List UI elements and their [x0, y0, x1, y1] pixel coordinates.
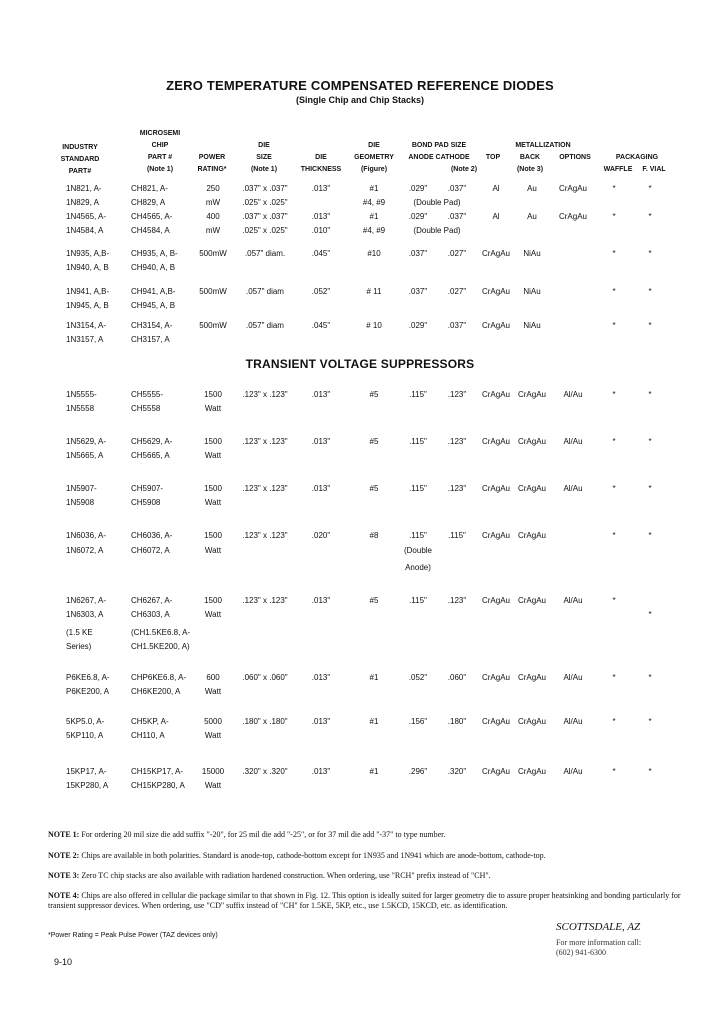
- footnote-power-rating: *Power Rating = Peak Pulse Power (TAZ devices only): [48, 932, 218, 939]
- zero-tc-row-cell-size: .057" diam: [246, 321, 284, 330]
- tvs-row-cell-chip: CH5907-: [131, 484, 164, 493]
- zero-tc-row-cell-chip: CH941, A,B-: [131, 287, 176, 296]
- tvs-row-cell-industry: 1N5555-: [66, 390, 97, 399]
- tvs-row-cell-chip: CH5665, A: [131, 451, 170, 460]
- zero-tc-row-cell-chip: CH3154, A-: [131, 321, 173, 330]
- tvs-row-cell-chip: CH1.5KE200, A): [131, 642, 190, 651]
- note-1: NOTE 1: For ordering 20 mil size die add suffix "-20", for 25 mil die add "-25", or for 37 mil die add "-37" to type number.: [48, 830, 446, 839]
- zero-tc-row-cell-thk: .045": [311, 321, 331, 330]
- zero-tc-row-cell-back: NiAu: [523, 249, 541, 258]
- tvs-row-cell-cathode: .320": [447, 767, 467, 776]
- zero-tc-row-cell-chip: CH935, A, B-: [131, 249, 178, 258]
- zero-tc-row-cell-cathode: .027": [447, 287, 467, 296]
- header-waffle: WAFFLE: [603, 166, 633, 173]
- tvs-row-cell-options: Al/Au: [563, 437, 583, 446]
- tvs-row-cell-industry: 1N6303, A: [66, 610, 104, 619]
- tvs-row-cell-power: 1500: [204, 484, 222, 493]
- tvs-row-cell-size: .123" x .123": [242, 437, 288, 446]
- zero-tc-row-cell-vial: *: [648, 212, 652, 221]
- tvs-row-cell-size: .123" x .123": [242, 484, 288, 493]
- tvs-row-cell-vial: *: [648, 673, 652, 682]
- tvs-row-cell-anode: (Double: [403, 546, 432, 555]
- tvs-row-cell-chip: CH5908: [131, 498, 161, 507]
- tvs-row-cell-industry: 1N6036, A-: [66, 531, 107, 540]
- tvs-row-cell-size: .123" x .123": [242, 531, 288, 540]
- tvs-row-cell-industry: P6KE200, A: [66, 687, 110, 696]
- tvs-row-cell-power: Watt: [204, 731, 222, 740]
- tvs-row-cell-vial: *: [648, 717, 652, 726]
- header-back-note: (Note 3): [516, 166, 544, 173]
- tvs-row-cell-options: Al/Au: [563, 717, 583, 726]
- tvs-row-cell-cathode: .123": [447, 437, 467, 446]
- tvs-row-cell-industry: 15KP17, A-: [66, 767, 107, 776]
- zero-tc-row-cell-vial: *: [648, 321, 652, 330]
- zero-tc-row-cell-size: .037" x .037": [242, 212, 288, 221]
- zero-tc-row-cell-industry: 1N3157, A: [66, 335, 104, 344]
- zero-tc-row-cell-chip: CH4565, A-: [131, 212, 173, 221]
- header-vial: F. VIAL: [642, 166, 666, 173]
- tvs-row-cell-power: Watt: [204, 781, 222, 790]
- header-die-size: DIE SIZE (Note 1): [250, 142, 278, 173]
- tvs-row-cell-back: CrAgAu: [517, 437, 546, 446]
- note-2: NOTE 2: Chips are available in both polarities. Standard is anode-top, cathode-bottom except for 1N935 and 1N941 which are anode-bottom, cathode-top.: [48, 851, 546, 860]
- tvs-row-cell-industry: 5KP5.0, A-: [66, 717, 105, 726]
- tvs-row-cell-power: 1500: [204, 390, 222, 399]
- tvs-row-cell-thk: .013": [311, 767, 331, 776]
- tvs-row-cell-chip: CH5558: [131, 404, 161, 413]
- tvs-row-cell-power: Watt: [204, 451, 222, 460]
- zero-tc-row-cell-thk: .013": [311, 184, 331, 193]
- zero-tc-row-cell-chip: CH4584, A: [131, 226, 170, 235]
- tvs-row-cell-chip: CH6267, A-: [131, 596, 173, 605]
- header-top: TOP: [485, 154, 501, 161]
- tvs-row-cell-vial: *: [648, 437, 652, 446]
- tvs-row-cell-back: CrAgAu: [517, 531, 546, 540]
- tvs-row-cell-geom: #1: [369, 673, 379, 682]
- zero-tc-row-cell-thk: .013": [311, 212, 331, 221]
- tvs-row-cell-top: CrAgAu: [481, 437, 510, 446]
- tvs-row-cell-anode: Anode): [405, 563, 431, 572]
- zero-tc-row-cell-chip: CH3157, A: [131, 335, 170, 344]
- tvs-row-cell-geom: #5: [369, 390, 379, 399]
- zero-tc-row-cell-options: CrAgAu: [558, 184, 587, 193]
- zero-tc-row-cell-size: .025" x .025": [242, 226, 288, 235]
- tvs-row-cell-back: CrAgAu: [517, 717, 546, 726]
- tvs-row-cell-industry: 1N5665, A: [66, 451, 104, 460]
- tvs-row-cell-waffle: *: [612, 767, 616, 776]
- zero-tc-row-cell-chip: CH821, A-: [131, 184, 168, 193]
- zero-tc-row-cell-industry: 1N941, A,B-: [66, 287, 110, 296]
- tvs-row-cell-size: .123" x .123": [242, 596, 288, 605]
- tvs-row-cell-size: .320" x .320": [242, 767, 288, 776]
- zero-tc-row-cell-geom: #1: [369, 184, 379, 193]
- tvs-row-cell-waffle: *: [612, 673, 616, 682]
- tvs-row-cell-chip: CH15KP17, A-: [131, 767, 184, 776]
- zero-tc-row-cell-power: 500mW: [199, 249, 227, 258]
- tvs-row-cell-chip: CH6KE200, A: [131, 687, 181, 696]
- zero-tc-row-cell-geom: # 10: [366, 321, 382, 330]
- zero-tc-row-cell-top: CrAgAu: [481, 321, 510, 330]
- header-power: POWER RATING*: [197, 154, 227, 173]
- zero-tc-row-cell-thk: .010": [311, 226, 331, 235]
- tvs-row-cell-vial: *: [648, 767, 652, 776]
- tvs-row-cell-thk: .020": [311, 531, 331, 540]
- tvs-row-cell-back: CrAgAu: [517, 673, 546, 682]
- header-bond-pad: BOND PAD SIZE ANODE CATHODE: [408, 142, 470, 161]
- zero-tc-row-cell-chip: CH940, A, B: [131, 263, 176, 272]
- zero-tc-row-cell-waffle: *: [612, 212, 616, 221]
- header-chip: MICROSEMI CHIP PART # (Note 1): [139, 130, 181, 173]
- tvs-row-cell-cathode: .060": [447, 673, 467, 682]
- tvs-row-cell-power: 15000: [201, 767, 225, 776]
- zero-tc-row-cell-geom: #4, #9: [362, 198, 386, 207]
- tvs-row-cell-industry: 1N6072, A: [66, 546, 104, 555]
- zero-tc-row-cell-geom: #4, #9: [362, 226, 386, 235]
- header-bond-note: (Note 2): [450, 166, 478, 173]
- header-packaging: PACKAGING: [615, 154, 659, 161]
- tvs-row-cell-anode: .052": [408, 673, 428, 682]
- tvs-row-cell-size: .060" x .060": [242, 673, 288, 682]
- tvs-row-cell-industry: 1N5629, A-: [66, 437, 107, 446]
- zero-tc-row-cell-anode: .037": [408, 287, 428, 296]
- tvs-row-cell-chip: CH110, A: [131, 731, 165, 740]
- contact-info: For more information call: (602) 941-6300: [556, 938, 642, 957]
- tvs-row-cell-chip: CHP6KE6.8, A-: [131, 673, 187, 682]
- zero-tc-row-cell-anode: .029": [408, 321, 428, 330]
- tvs-row-cell-anode: .115": [409, 390, 427, 399]
- tvs-row-cell-cathode: .115": [448, 531, 466, 540]
- tvs-row-cell-industry: 15KP280, A: [66, 781, 109, 790]
- tvs-row-cell-industry: 5KP110, A: [66, 731, 104, 740]
- tvs-row-cell-waffle: *: [612, 437, 616, 446]
- tvs-row-cell-top: CrAgAu: [481, 717, 510, 726]
- zero-tc-row-cell-vial: *: [648, 249, 652, 258]
- tvs-row-cell-geom: #8: [369, 531, 379, 540]
- tvs-row-cell-back: CrAgAu: [517, 484, 546, 493]
- tvs-row-cell-thk: .013": [311, 717, 331, 726]
- location-label: SCOTTSDALE, AZ: [556, 921, 641, 933]
- zero-tc-row-cell-back: Au: [527, 184, 537, 193]
- tvs-row-cell-chip: CH6036, A-: [131, 531, 173, 540]
- tvs-row-cell-top: CrAgAu: [481, 596, 510, 605]
- tvs-row-cell-anode: .115": [409, 437, 427, 446]
- zero-tc-row-cell-industry: 1N945, A, B: [66, 301, 109, 310]
- tvs-row-cell-industry: (1.5 KE: [66, 628, 93, 637]
- zero-tc-row-cell-vial: *: [648, 287, 652, 296]
- tvs-row-cell-top: CrAgAu: [481, 531, 510, 540]
- zero-tc-row-cell-back: NiAu: [523, 321, 541, 330]
- zero-tc-row-cell-anode: .029": [408, 212, 428, 221]
- tvs-row-cell-industry: 1N5558: [66, 404, 95, 413]
- zero-tc-row-cell-power: 250: [206, 184, 220, 193]
- tvs-row-cell-power: 1500: [204, 531, 222, 540]
- tvs-row-cell-geom: #5: [369, 437, 379, 446]
- tvs-row-cell-chip: CH5555-: [131, 390, 164, 399]
- tvs-row-cell-power: Watt: [204, 404, 222, 413]
- zero-tc-row-cell-geom: #10: [367, 249, 381, 258]
- tvs-row-cell-waffle: *: [612, 717, 616, 726]
- zero-tc-row-cell-vial: *: [648, 184, 652, 193]
- tvs-row-cell-back: CrAgAu: [517, 596, 546, 605]
- tvs-row-cell-cathode: .123": [447, 390, 467, 399]
- zero-tc-row-cell-industry: 1N829, A: [66, 198, 99, 207]
- zero-tc-row-cell-chip: CH945, A, B: [131, 301, 176, 310]
- zero-tc-row-cell-industry: 1N935, A,B-: [66, 249, 110, 258]
- zero-tc-row-cell-power: 400: [206, 212, 220, 221]
- zero-tc-row-cell-anode: (Double Pad): [413, 198, 461, 207]
- tvs-row-cell-thk: .013": [311, 673, 331, 682]
- tvs-row-cell-power: Watt: [204, 546, 222, 555]
- tvs-row-cell-cathode: .123": [447, 596, 467, 605]
- tvs-row-cell-options: Al/Au: [563, 673, 583, 682]
- zero-tc-row-cell-back: Au: [527, 212, 537, 221]
- zero-tc-row-cell-waffle: *: [612, 184, 616, 193]
- tvs-row-cell-size: .180" x .180": [242, 717, 288, 726]
- tvs-row-cell-geom: #5: [369, 596, 379, 605]
- tvs-row-cell-top: CrAgAu: [481, 484, 510, 493]
- tvs-row-cell-options: Al/Au: [563, 484, 583, 493]
- zero-tc-row-cell-cathode: .037": [447, 321, 467, 330]
- tvs-row-cell-thk: .013": [311, 437, 331, 446]
- zero-tc-row-cell-size: .037" x .037": [242, 184, 288, 193]
- tvs-row-cell-cathode: .180": [447, 717, 467, 726]
- note-4: NOTE 4: Chips are also offered in cellular die package similar to that shown in Fig. 12. This option is ideally suited for larger geometry die to assure proper heatsinking and bonding particularly for transient suppressor devices. When ordering, use "CD" suffix instead of "CH" for 1.5KE, 5KP, etc., use 1.5KCD, 15KCD, etc. as identification.: [48, 891, 681, 910]
- zero-tc-row-cell-industry: 1N821, A-: [66, 184, 102, 193]
- note-3: NOTE 3: Zero TC chip stacks are also available with radiation hardened construction. When ordering, use "RCH" prefix instead of "CH".: [48, 871, 491, 880]
- tvs-row-cell-anode: .296": [408, 767, 428, 776]
- tvs-row-cell-power: Watt: [204, 687, 222, 696]
- tvs-row-cell-options: Al/Au: [563, 767, 583, 776]
- zero-tc-row-cell-top: Al: [492, 184, 500, 193]
- header-industry: INDUSTRY STANDARD PART#: [60, 144, 100, 175]
- section-title-tvs: TRANSIENT VOLTAGE SUPPRESSORS: [245, 357, 475, 371]
- zero-tc-row-cell-size: .025" x .025": [242, 198, 288, 207]
- zero-tc-row-cell-options: CrAgAu: [558, 212, 587, 221]
- tvs-row-cell-chip: CH6072, A: [131, 546, 170, 555]
- page-subtitle: (Single Chip and Chip Stacks): [295, 95, 424, 105]
- tvs-row-cell-top: CrAgAu: [481, 673, 510, 682]
- zero-tc-row-cell-geom: # 11: [366, 287, 382, 296]
- tvs-row-cell-thk: .013": [311, 484, 331, 493]
- tvs-row-cell-geom: #5: [369, 484, 379, 493]
- zero-tc-row-cell-power: mW: [205, 198, 221, 207]
- tvs-row-cell-chip: (CH1.5KE6.8, A-: [131, 628, 191, 637]
- zero-tc-row-cell-cathode: .037": [447, 212, 467, 221]
- zero-tc-row-cell-industry: 1N3154, A-: [66, 321, 107, 330]
- zero-tc-row-cell-geom: #1: [369, 212, 379, 221]
- zero-tc-row-cell-power: 500mW: [199, 287, 227, 296]
- header-geometry: DIE GEOMETRY (Figure): [354, 142, 394, 173]
- zero-tc-row-cell-power: mW: [205, 226, 221, 235]
- tvs-row-cell-anode: .156": [408, 717, 428, 726]
- tvs-row-cell-options: Al/Au: [563, 390, 583, 399]
- tvs-row-cell-industry: 1N5908: [66, 498, 95, 507]
- zero-tc-row-cell-cathode: .037": [447, 184, 467, 193]
- zero-tc-row-cell-anode: .037": [408, 249, 428, 258]
- tvs-row-cell-options: Al/Au: [563, 596, 583, 605]
- tvs-row-cell-waffle: *: [612, 596, 616, 605]
- zero-tc-row-cell-anode: (Double Pad): [413, 226, 461, 235]
- tvs-row-cell-power: 1500: [204, 596, 222, 605]
- tvs-row-cell-anode: .115": [409, 531, 427, 540]
- zero-tc-row-cell-power: 500mW: [199, 321, 227, 330]
- tvs-row-cell-chip: CH6303, A: [131, 610, 170, 619]
- tvs-row-cell-top: CrAgAu: [481, 390, 510, 399]
- zero-tc-row-cell-cathode: .027": [447, 249, 467, 258]
- tvs-row-cell-anode: .115": [409, 596, 427, 605]
- tvs-row-cell-power: Watt: [204, 610, 222, 619]
- header-thickness: DIE THICKNESS: [300, 154, 342, 173]
- tvs-row-cell-waffle: *: [612, 390, 616, 399]
- tvs-row-cell-thk: .013": [311, 390, 331, 399]
- tvs-row-cell-chip: CH5KP, A-: [131, 717, 169, 726]
- zero-tc-row-cell-top: CrAgAu: [481, 287, 510, 296]
- zero-tc-row-cell-top: CrAgAu: [481, 249, 510, 258]
- tvs-row-cell-waffle: *: [612, 531, 616, 540]
- tvs-row-cell-vial: *: [648, 484, 652, 493]
- tvs-row-cell-power: 1500: [204, 437, 222, 446]
- header-back: BACK: [519, 154, 541, 161]
- zero-tc-row-cell-anode: .029": [408, 184, 428, 193]
- tvs-row-cell-vial: *: [648, 531, 652, 540]
- tvs-row-cell-cathode: .123": [447, 484, 467, 493]
- zero-tc-row-cell-industry: 1N4565, A-: [66, 212, 107, 221]
- header-options: OPTIONS: [559, 154, 591, 161]
- tvs-row-cell-industry: 1N5907-: [66, 484, 97, 493]
- zero-tc-row-cell-thk: .045": [311, 249, 331, 258]
- tvs-row-cell-waffle: *: [612, 484, 616, 493]
- zero-tc-row-cell-waffle: *: [612, 287, 616, 296]
- zero-tc-row-cell-chip: CH829, A: [131, 198, 166, 207]
- zero-tc-row-cell-waffle: *: [612, 249, 616, 258]
- tvs-row-cell-geom: #1: [369, 767, 379, 776]
- tvs-row-cell-top: CrAgAu: [481, 767, 510, 776]
- tvs-row-cell-vial: *: [648, 610, 652, 619]
- tvs-row-cell-industry: Series): [66, 642, 92, 651]
- tvs-row-cell-power: 5000: [204, 717, 222, 726]
- tvs-row-cell-thk: .013": [311, 596, 331, 605]
- zero-tc-row-cell-industry: 1N4584, A: [66, 226, 104, 235]
- zero-tc-row-cell-waffle: *: [612, 321, 616, 330]
- tvs-row-cell-power: Watt: [204, 498, 222, 507]
- tvs-row-cell-back: CrAgAu: [517, 390, 546, 399]
- tvs-row-cell-power: 600: [206, 673, 220, 682]
- tvs-row-cell-size: .123" x .123": [242, 390, 288, 399]
- zero-tc-row-cell-top: Al: [492, 212, 500, 221]
- tvs-row-cell-chip: CH5629, A-: [131, 437, 173, 446]
- zero-tc-row-cell-industry: 1N940, A, B: [66, 263, 109, 272]
- zero-tc-row-cell-back: NiAu: [523, 287, 541, 296]
- tvs-row-cell-chip: CH15KP280, A: [131, 781, 185, 790]
- page-title: ZERO TEMPERATURE COMPENSATED REFERENCE DIODES: [166, 78, 554, 93]
- tvs-row-cell-geom: #1: [369, 717, 379, 726]
- header-metallization: METALLIZATION: [515, 142, 571, 149]
- tvs-row-cell-back: CrAgAu: [517, 767, 546, 776]
- tvs-row-cell-industry: 1N6267, A-: [66, 596, 107, 605]
- zero-tc-row-cell-thk: .052": [311, 287, 331, 296]
- tvs-row-cell-vial: *: [648, 390, 652, 399]
- zero-tc-row-cell-size: .057" diam.: [244, 249, 286, 258]
- tvs-row-cell-industry: P6KE6.8, A-: [66, 673, 110, 682]
- zero-tc-row-cell-size: .057" diam: [246, 287, 284, 296]
- page-number: 9-10: [54, 957, 73, 967]
- tvs-row-cell-anode: .115": [409, 484, 427, 493]
